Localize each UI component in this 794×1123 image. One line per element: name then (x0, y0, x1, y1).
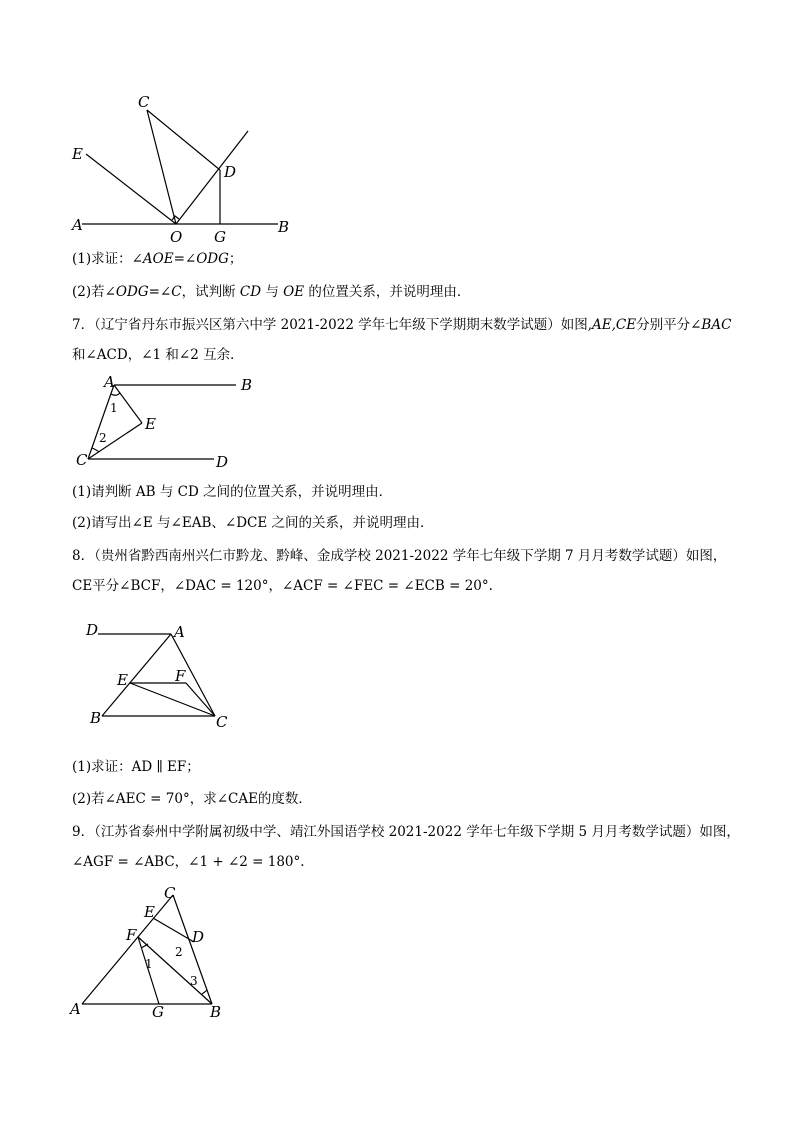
q8-line1: 8．（贵州省黔西南州兴仁市黔龙、黔峰、金成学校 2021-2022 学年七年级下学期 7 月月考数学试题）如图， (72, 548, 727, 564)
figure-q8 (82, 620, 242, 735)
q8-line2: CE平分∠BCF，∠DAC = 120°，∠ACF = ∠FEC = ∠ECB = 20°. (72, 578, 493, 594)
figure-q9 (62, 882, 232, 1027)
q7-line2: 和∠ACD，∠1 和∠2 互余． (72, 347, 244, 363)
label-E: E (117, 671, 128, 689)
segment-EC (130, 683, 215, 716)
label-D: D (216, 453, 229, 471)
q9-line1: 9．（江苏省泰州中学附属初级中学、靖江外国语学校 2021-2022 学年七年级下学期 5 月月考数学试题）如图， (72, 824, 740, 840)
label-angle-2: 2 (175, 945, 183, 959)
segment-OC (147, 110, 176, 224)
label-A: A (174, 623, 185, 641)
segment-AE (114, 385, 142, 423)
segment-CD (147, 110, 220, 170)
label-F: F (126, 926, 137, 944)
label-C: C (138, 93, 150, 111)
segment-ED (153, 918, 194, 942)
label-G: G (214, 228, 226, 246)
angle-arc-2 (92, 448, 99, 452)
label-C: C (216, 713, 228, 731)
q8-part2: (2)若∠AEC = 70°，求∠CAE的度数． (72, 791, 312, 807)
label-A: A (70, 1000, 81, 1018)
label-angle-1: 1 (110, 401, 118, 415)
label-B: B (90, 709, 102, 727)
label-O: O (170, 228, 183, 246)
label-G: G (152, 1003, 164, 1021)
q7-part1: (1)请判断 AB 与 CD 之间的位置关系，并说明理由． (72, 484, 393, 500)
q6-part2: (2)若∠ODG=∠C，试判断 CD 与 OE 的位置关系，并说明理由． (72, 284, 471, 300)
label-D: D (192, 928, 205, 946)
label-B: B (241, 376, 253, 394)
label-angle-2: 2 (99, 431, 107, 445)
segment-AB (102, 634, 171, 716)
segment-AC (88, 385, 114, 459)
label-B: B (210, 1003, 222, 1021)
ray-OE (86, 154, 176, 224)
segment-AC (82, 895, 173, 1004)
q7-part2: (2)请写出∠E 与∠EAB、∠DCE 之间的关系，并说明理由． (72, 515, 434, 531)
figure-q6 (60, 90, 310, 250)
label-angle-1: 1 (145, 957, 153, 971)
label-D: D (224, 163, 237, 181)
angle-arc-1 (111, 393, 120, 395)
segment-CE (88, 423, 142, 459)
label-D: D (86, 621, 99, 639)
label-B: B (278, 218, 290, 236)
label-E: E (144, 903, 155, 921)
right-angle-mark-O (172, 216, 179, 220)
angle-arc-3 (202, 990, 207, 994)
label-angle-3: 3 (190, 974, 198, 988)
label-A: A (72, 216, 83, 234)
q7-line1: 7．（辽宁省丹东市振兴区第六中学 2021-2022 学年七年级下学期期末数学试题）如图,AE,CE分别平分∠BAC (72, 317, 732, 333)
label-F: F (175, 667, 186, 685)
figure-q7 (70, 372, 270, 472)
ray-OD (176, 131, 248, 224)
label-C: C (76, 451, 88, 469)
q8-part1: (1)求证：AD ∥ EF； (72, 759, 200, 775)
label-C: C (164, 884, 176, 902)
label-A: A (104, 373, 115, 391)
label-E: E (145, 415, 156, 433)
label-E: E (72, 145, 83, 163)
q9-line2: ∠AGF = ∠ABC，∠1 + ∠2 = 180°. (72, 854, 305, 870)
q6-part1: (1)求证：∠AOE=∠ODG； (72, 251, 243, 267)
angle-arc-1 (141, 944, 148, 948)
